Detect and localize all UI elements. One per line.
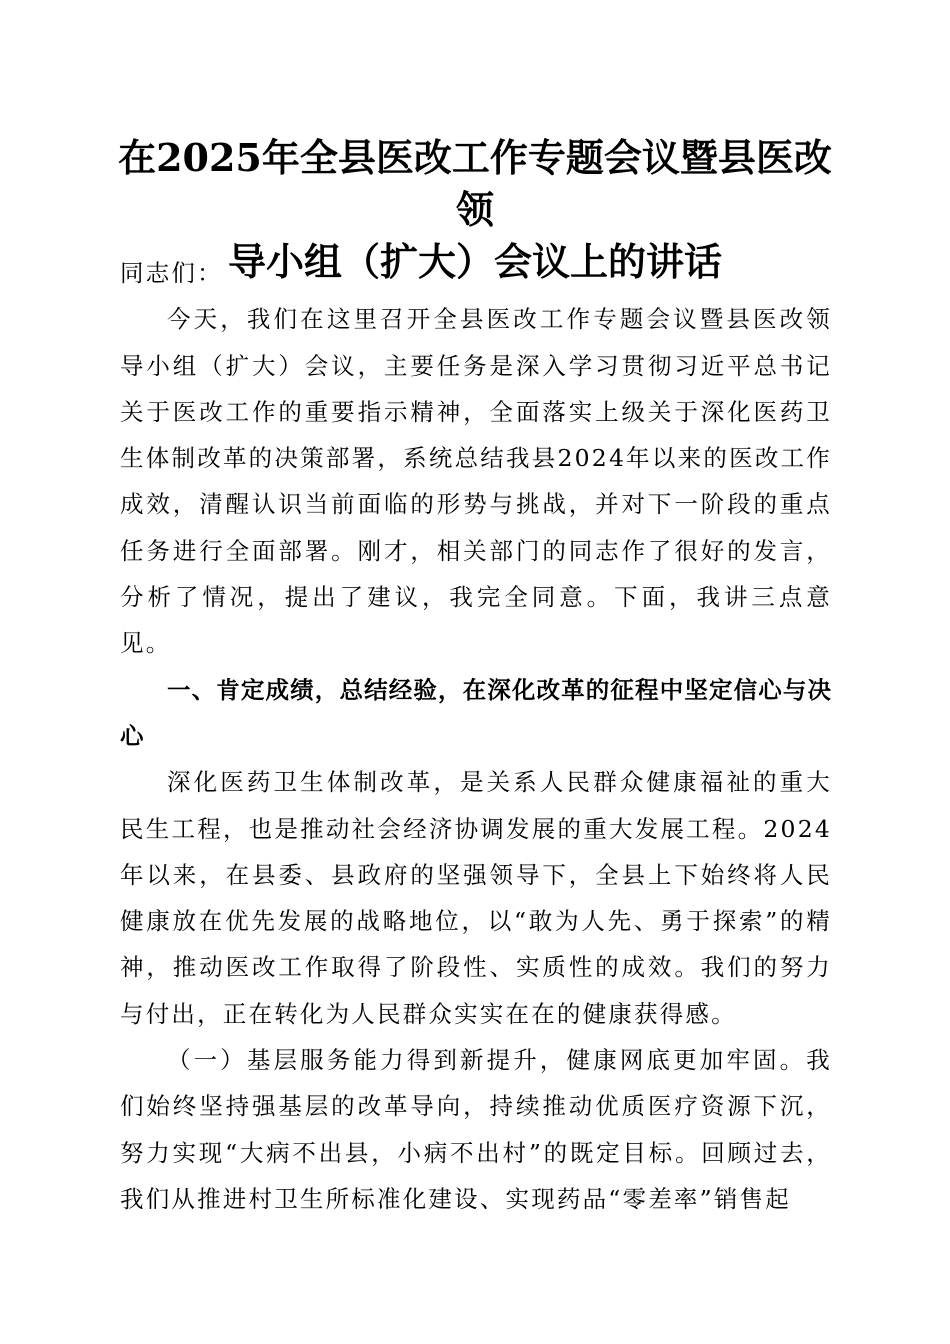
title-line-1: 在2025年全县医改工作专题会议暨县医改领: [118, 135, 832, 232]
paragraph-intro: 今天，我们在这里召开全县医改工作专题会议暨县医改领导小组（扩大）会议，主要任务是深入学习贯彻习近平总书记关于医改工作的重要指示精神，全面落实上级关于深化医药卫生体制改革的决策部署，系统总结我县2024年以来的医改工作成效，清醒认识当前面临的形势与挑战，并对下一阶段的重点任务进行全面部署。刚才，相关部门的同志作了很好的发言，分析了情况，提出了建议，我完全同意。下面，我讲三点意见。: [120, 305, 832, 658]
title-line-2: 导小组（扩大）会议上的讲话: [227, 239, 722, 284]
salutation: 同志们：: [120, 259, 223, 287]
section-heading-1: 一、肯定成绩，总结经验，在深化改革的征程中坚定信心与决心: [120, 675, 832, 750]
document-body: [120, 250, 832, 1222]
paragraph-subsection-1: （一）基层服务能力得到新提升，健康网底更加牢固。我们始终坚持强基层的改革导向，持续推动优质医疗资源下沉，努力实现“大病不出县，小病不出村”的既定目标。回顾过去，我们从推进村卫生所标准化建设、实现药品“零差率”销售起: [120, 1046, 832, 1213]
paragraph-achievements: 深化医药卫生体制改革，是关系人民群众健康福祉的重大民生工程，也是推动社会经济协调发展的重大发展工程。2024年以来，在县委、县政府的坚强领导下，全县上下始终将人民健康放在优先发展的战略地位，以“敢为人先、勇于探索”的精神，推动医改工作取得了阶段性、实质性的成效。我们的努力与付出，正在转化为人民群众实实在在的健康获得感。: [120, 768, 832, 1028]
